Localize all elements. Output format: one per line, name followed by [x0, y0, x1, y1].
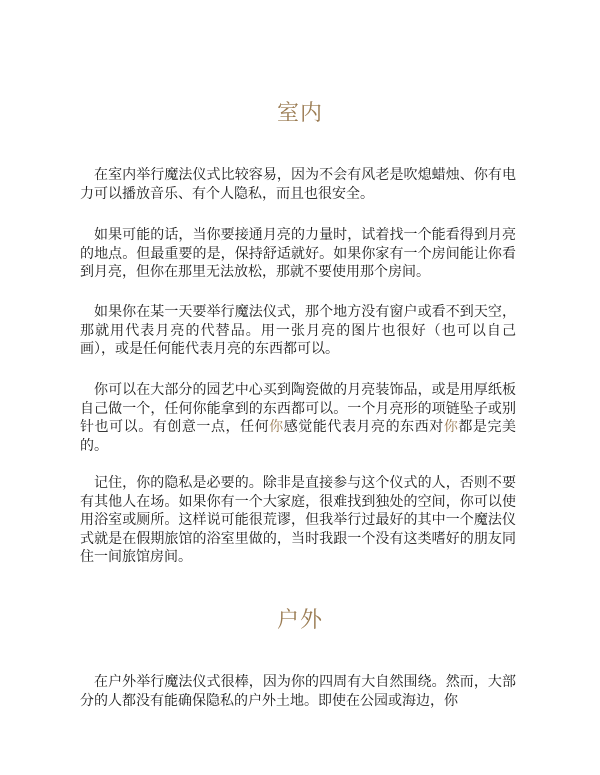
section-heading-indoor: 室内 — [276, 101, 323, 126]
paragraph: 在户外举行魔法仪式很棒，因为你的四周有大自然围绕。然而，大部分的人都没有能确保隐私的户外土地。即使在公园或海边，你 — [80, 674, 516, 709]
paragraph: 如果可能的话，当你要接通月亮的力量时，试着找一个能看得到月亮的地点。但最重要的是，保持舒适就好。如果你家有一个房间能让你看到月亮，但你在那里无法放松，那就不要使用那个房间。 — [80, 227, 516, 280]
emphasis-text: 你 — [443, 419, 459, 435]
paragraph — [80, 381, 516, 455]
section-heading-outdoor: 户外 — [276, 608, 323, 633]
paragraph: 记住，你的隐私是必要的。除非是直接参与这个仪式的人，否则不要有其他人在场。如果你有一个大家庭，很难找到独处的空间，你可以使用浴室或厕所。这样说可能很荒谬，但我举行过最好的其中一个魔法仪式就是在假期旅馆的浴室里做的，当时我跟一个没有这类嗜好的朋友同住一间旅馆房间。 — [80, 475, 516, 565]
paragraph: 在室内举行魔法仪式比较容易，因为不会有风老是吹熄蜡烛、你有电力可以播放音乐、有个人隐私，而且也很安全。 — [80, 167, 516, 202]
paragraph-text: 感觉能代表月亮的东西对 — [283, 419, 444, 435]
paragraph-text: 都是完美的。 — [80, 419, 517, 454]
paragraph-text: 你可以在大部分的园艺中心买到陶瓷做的月亮装饰品，或是用厚纸板自己做一个，任何你能拿到的东西都可以。一个月亮形的项链坠子或别针也可以。有创意一点，任何 — [80, 382, 516, 435]
paragraph: 如果你在某一天要举行魔法仪式，那个地方没有窗户或看不到天空，那就用代表月亮的代替品。用一张月亮的图片也很好（也可以自己画），或是任何能代表月亮的东西都可以。 — [80, 304, 516, 357]
emphasis-text: 你 — [269, 419, 284, 435]
